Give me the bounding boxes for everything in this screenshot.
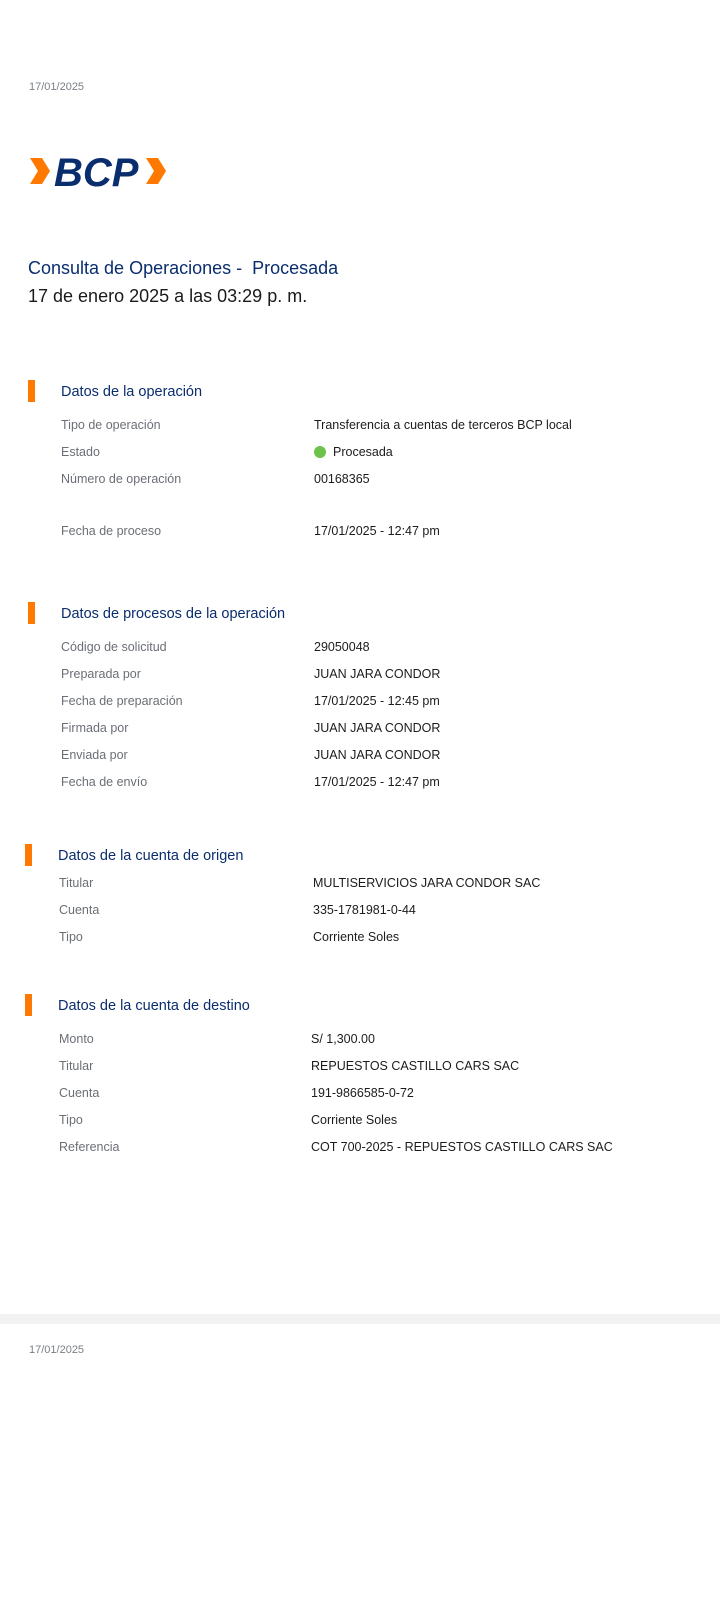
row-enviada-por xyxy=(0,748,720,766)
row-destino-cuenta xyxy=(0,1086,720,1104)
value-destino-referencia: COT 700-2025 - REPUESTOS CASTILLO CARS SAC xyxy=(311,1140,613,1154)
status-ok-icon xyxy=(314,446,326,458)
label-preparada-por: Preparada por xyxy=(61,667,141,681)
label-origen-cuenta: Cuenta xyxy=(59,903,100,917)
value-origen-cuenta: 335-1781981-0-44 xyxy=(313,903,416,917)
value-origen-tipo: Corriente Soles xyxy=(313,930,400,944)
label-destino-monto: Monto xyxy=(59,1032,94,1046)
row-numero-operacion xyxy=(0,472,720,490)
value-numero-operacion: 00168365 xyxy=(314,472,370,486)
query-datetime: 17 de enero 2025 a las 03:29 p. m. xyxy=(28,286,308,306)
label-destino-cuenta: Cuenta xyxy=(59,1086,100,1100)
label-firmada-por: Firmada por xyxy=(61,721,129,735)
value-destino-monto: S/ 1,300.00 xyxy=(311,1032,375,1046)
section-marker xyxy=(25,994,32,1016)
value-preparada-por: JUAN JARA CONDOR xyxy=(314,667,441,681)
value-destino-titular: REPUESTOS CASTILLO CARS SAC xyxy=(311,1059,520,1073)
row-fecha-proceso xyxy=(0,524,720,542)
row-fecha-preparacion xyxy=(0,694,720,712)
value-destino-tipo: Corriente Soles xyxy=(311,1113,398,1127)
bcp-logo xyxy=(28,150,178,192)
page-title xyxy=(28,258,338,279)
row-tipo-operacion xyxy=(0,418,720,436)
row-destino-monto xyxy=(0,1032,720,1050)
label-fecha-envio: Fecha de envío xyxy=(61,775,148,789)
row-fecha-envio xyxy=(0,775,720,793)
value-fecha-envio: 17/01/2025 - 12:47 pm xyxy=(314,775,440,789)
label-numero-operacion: Número de operación xyxy=(61,472,182,486)
label-fecha-preparacion: Fecha de preparación xyxy=(61,694,183,708)
label-codigo-solicitud: Código de solicitud xyxy=(61,640,167,654)
label-origen-tipo: Tipo xyxy=(59,930,83,944)
row-origen-tipo xyxy=(0,930,720,948)
print-date-bottom: 17/01/2025 xyxy=(29,1344,85,1356)
label-destino-tipo: Tipo xyxy=(59,1113,83,1127)
page-title-main: Consulta de Operaciones - xyxy=(28,258,243,278)
row-codigo-solicitud xyxy=(0,640,720,658)
row-origen-titular xyxy=(0,876,720,894)
section-marker xyxy=(25,844,32,866)
page-divider xyxy=(0,1314,720,1324)
label-destino-referencia: Referencia xyxy=(59,1140,120,1154)
value-tipo-operacion: Transferencia a cuentas de terceros BCP local xyxy=(314,418,572,432)
value-origen-titular: MULTISERVICIOS JARA CONDOR SAC xyxy=(313,876,541,890)
value-estado-text: Procesada xyxy=(333,445,393,459)
label-destino-titular: Titular xyxy=(59,1059,94,1073)
label-origen-titular: Titular xyxy=(59,876,94,890)
section-marker xyxy=(28,602,35,624)
page-title-status: Procesada xyxy=(252,258,339,278)
row-destino-tipo xyxy=(0,1113,720,1131)
label-estado: Estado xyxy=(61,445,100,459)
value-fecha-proceso: 17/01/2025 - 12:47 pm xyxy=(314,524,440,538)
section-marker xyxy=(28,380,35,402)
value-estado xyxy=(314,445,393,459)
label-enviada-por: Enviada por xyxy=(61,748,128,762)
section-title-origin: Datos de la cuenta de origen xyxy=(58,848,244,864)
section-title-process: Datos de procesos de la operación xyxy=(61,606,286,622)
section-title-destination: Datos de la cuenta de destino xyxy=(58,998,250,1014)
row-destino-titular xyxy=(0,1059,720,1077)
label-tipo-operacion: Tipo de operación xyxy=(61,418,161,432)
svg-text:BCP: BCP xyxy=(54,151,139,192)
value-codigo-solicitud: 29050048 xyxy=(314,640,370,654)
value-enviada-por: JUAN JARA CONDOR xyxy=(314,748,441,762)
label-fecha-proceso: Fecha de proceso xyxy=(61,524,162,538)
value-destino-cuenta: 191-9866585-0-72 xyxy=(311,1086,414,1100)
section-title-operation: Datos de la operación xyxy=(61,384,203,400)
print-date-top: 17/01/2025 xyxy=(29,81,85,93)
row-origen-cuenta xyxy=(0,903,720,921)
value-firmada-por: JUAN JARA CONDOR xyxy=(314,721,441,735)
value-fecha-preparacion: 17/01/2025 - 12:45 pm xyxy=(314,694,440,708)
row-firmada-por xyxy=(0,721,720,739)
row-preparada-por xyxy=(0,667,720,685)
row-destino-referencia xyxy=(0,1140,720,1158)
row-estado xyxy=(0,445,720,463)
